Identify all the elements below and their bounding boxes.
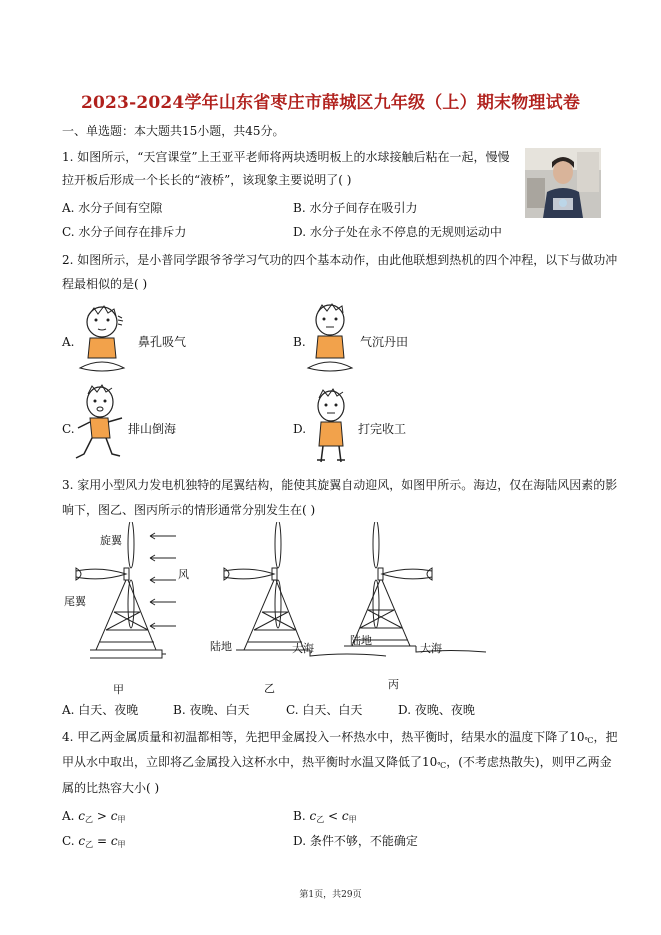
page-footer: 第1页，共29页 [299,890,362,900]
q2-figure-c [70,384,126,464]
q4-option-c-c1: c [78,834,86,848]
section-header: 一、单选题：本大题共15小题，共45分。 [62,124,285,138]
q3-option-a[interactable]: A. 白天、夜晚 [62,703,139,717]
q4-text-line2 [62,754,612,774]
q1-text-line1: 1. 如图所示，“天宫课堂”上王亚平老师将两块透明板上的水球接触后粘在一起，慢慢 [62,150,510,164]
q4-option-c-op: = [93,834,111,848]
q1-option-b[interactable]: B. 水分子间存在吸引力 [293,201,418,215]
q1-astronaut-photo [525,148,601,218]
q3-label-sea-yi: 大海 [292,642,314,655]
q4-option-b-op: < [324,809,342,823]
q4-text-line2-b: ，(不考虑热散失)，则甲乙两金 [446,755,612,769]
q4-option-b-sub2: 甲 [348,815,357,824]
q4-text-line1 [62,729,618,749]
q1-option-d[interactable]: D. 水分子处在永不停息的无规则运动中 [293,225,502,239]
q4-option-a-c1: c [78,809,86,823]
q3-label-sea-bing: 大海 [420,642,442,655]
q3-label-wind: 风 [178,568,189,581]
q4-option-c-sub1: 乙 [85,840,94,849]
q4-option-b[interactable] [293,808,357,828]
q2-caption-b: 气沉丹田 [360,335,409,349]
q3-label-land-yi: 陆地 [210,640,232,653]
q4-option-a-c2: c [110,809,118,823]
q3-label-yi: 乙 [264,682,275,695]
q3-label-bing: 丙 [388,678,399,691]
q4-option-c[interactable] [62,833,126,853]
q4-option-b-prefix: B. [293,809,310,823]
q3-label-jia: 甲 [113,683,124,696]
q4-text-line1-b: ，把 [593,730,618,744]
q2-option-c[interactable]: C. [62,422,75,436]
q3-option-d[interactable]: D. 夜晚、夜晚 [398,703,475,717]
q4-unit-2: ℃ [437,761,447,770]
q2-caption-d: 打完收工 [358,422,407,436]
q2-figure-b [302,302,358,376]
q3-label-tail: 尾翼 [64,595,86,608]
q2-figure-d [305,388,357,464]
q3-label-land-bing: 陆地 [350,634,372,647]
q2-option-d[interactable]: D. [293,422,307,436]
q2-caption-a: 鼻孔吸气 [138,335,187,349]
turbine-jia [76,522,176,658]
q4-text-line2-a: 甲从水中取出，立即将乙金属投入这杯水中，热平衡时水温又降低了10 [62,755,438,769]
q4-option-d[interactable]: D. 条件不够，不能确定 [293,834,418,848]
q4-option-c-prefix: C. [62,834,79,848]
q4-option-a-prefix: A. [62,809,79,823]
q4-option-a-sub2: 甲 [117,815,126,824]
q4-option-b-sub1: 乙 [316,815,325,824]
q2-caption-c: 排山倒海 [128,422,177,436]
q4-option-a-sub1: 乙 [85,815,94,824]
q1-option-a[interactable]: A. 水分子间有空隙 [62,201,163,215]
q2-option-b[interactable]: B. [293,335,306,349]
q2-text-line1: 2. 如图所示，是小普同学跟爷爷学习气功的四个基本动作，由此他联想到热机的四个冲程，以下与做功冲 [62,253,618,267]
q4-option-c-sub2: 甲 [117,840,126,849]
q2-text-line2: 程最相似的是( ) [62,277,148,291]
q2-figure-a [74,304,130,376]
page-title: 2023-2024学年山东省枣庄市薛城区九年级（上）期末物理试卷 [80,93,581,113]
q3-wind-turbine-figure [56,522,536,700]
q4-option-b-c1: c [309,809,317,823]
q4-text-line1-a: 4. 甲乙两金属质量和初温都相等，先把甲金属投入一杯热水中，热平衡时，结果水的温度下降了10 [62,730,585,744]
q4-text-line3: 属的比热容大小( ) [62,781,160,795]
q3-text-line2: 响下，图乙、图丙所示的情形通常分别发生在( ) [62,503,316,517]
q3-text-line1: 3. 家用小型风力发电机独特的尾翼结构，能使其旋翼自动迎风，如图甲所示。海边，仅在海陆风因素的影 [62,478,618,492]
q4-option-b-c2: c [341,809,349,823]
q4-option-a-op: > [93,809,111,823]
q2-option-a[interactable]: A. [62,335,75,349]
q3-option-b[interactable]: B. 夜晚、白天 [173,703,250,717]
q4-option-c-c2: c [110,834,118,848]
q1-option-c[interactable]: C. 水分子间存在排斥力 [62,225,187,239]
q4-unit-1: ℃ [584,736,594,745]
q4-option-a[interactable] [62,808,125,828]
q3-label-rotor: 旋翼 [100,534,122,547]
q1-text-line2: 拉开板后形成一个长长的“液桥”，该现象主要说明了( ) [62,173,352,187]
q3-option-c[interactable]: C. 白天、白天 [286,703,363,717]
